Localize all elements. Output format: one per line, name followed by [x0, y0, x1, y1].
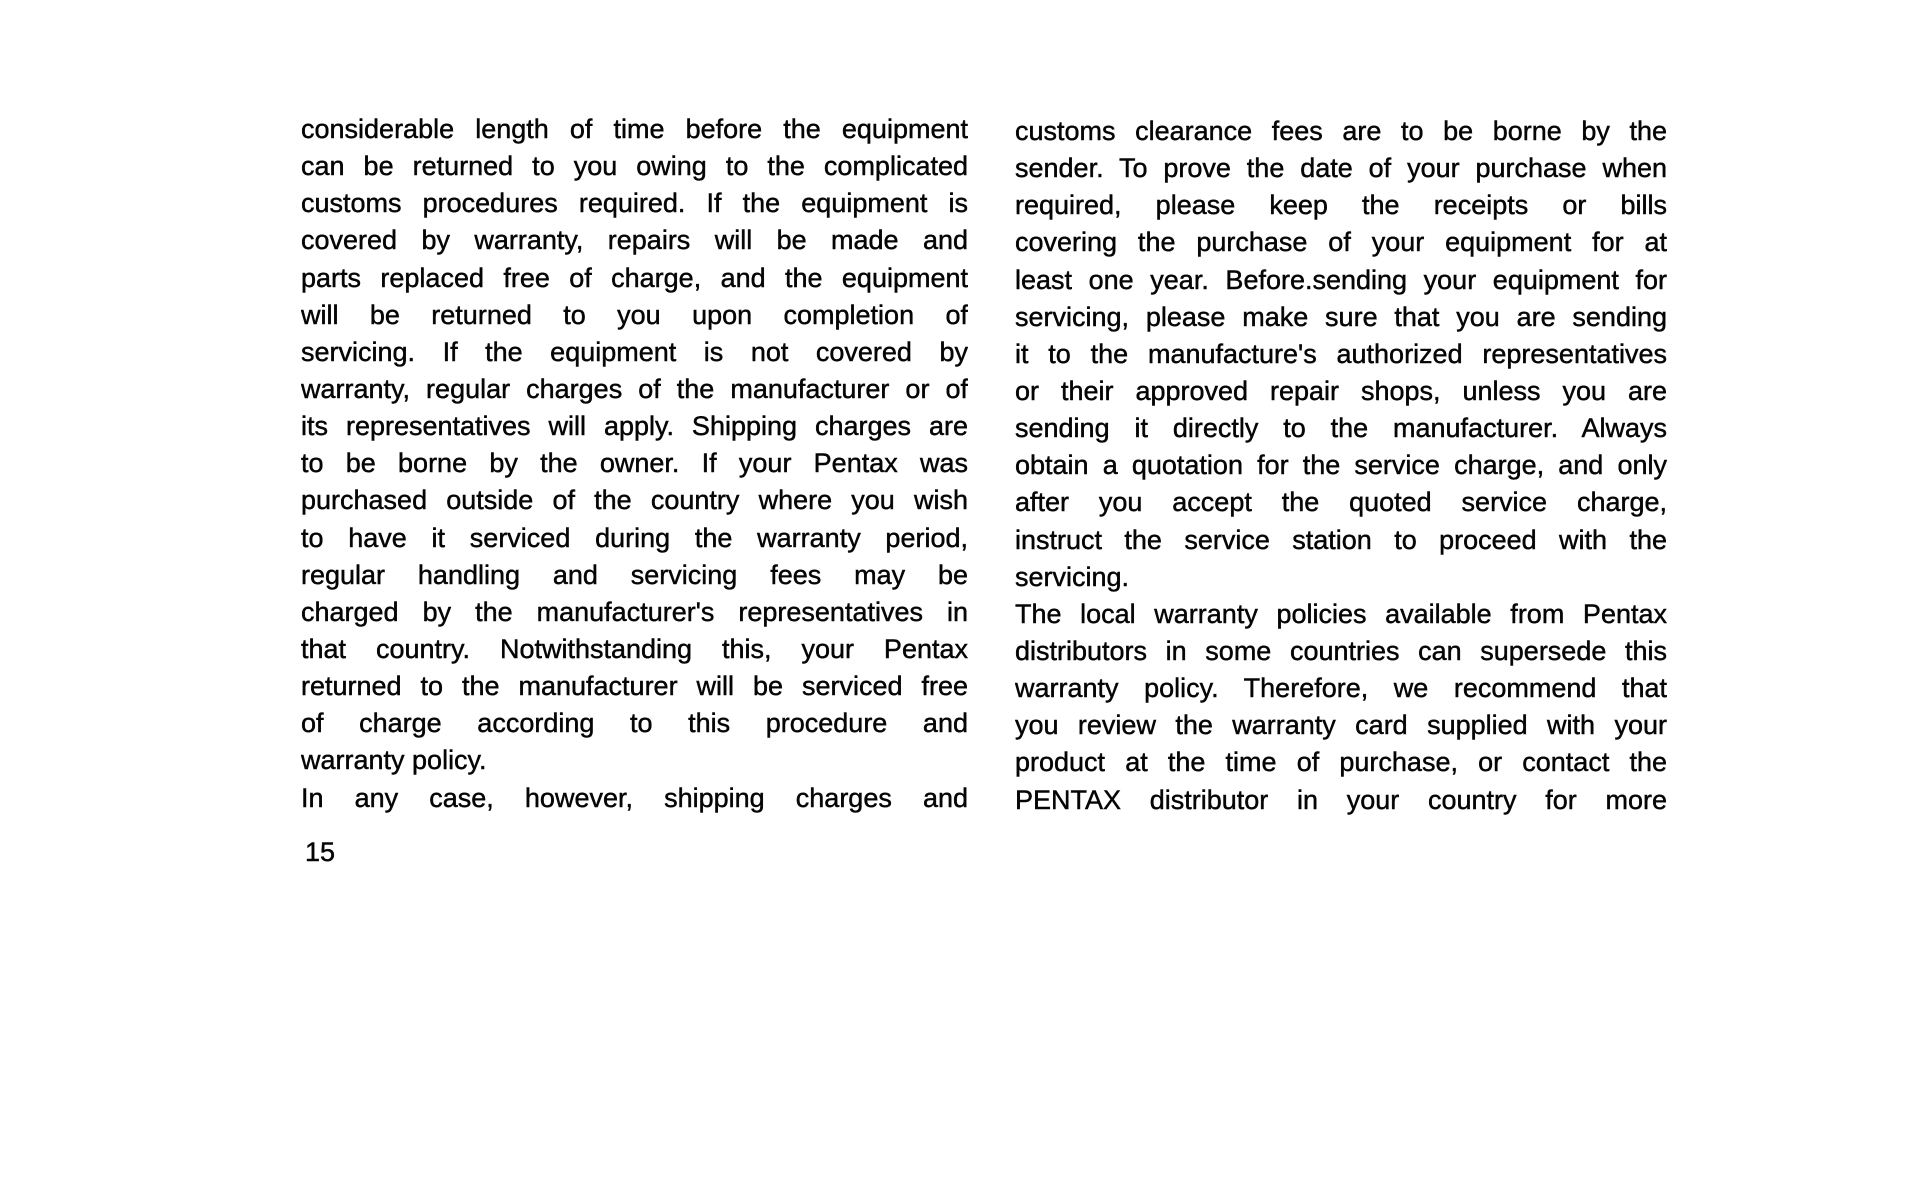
text-line: product at the time of purchase, or contact the [1015, 747, 1667, 778]
text-line: least one year. Before.sending your equipment for [1015, 264, 1667, 295]
text-line: charged by the manufacturer's representatives in [301, 596, 968, 627]
text-line: servicing. [1015, 561, 1130, 592]
text-line: customs procedures required. If the equipment is [301, 188, 968, 219]
text-column-right [1015, 113, 1667, 819]
text-line: that country. Notwithstanding this, your Pentax [301, 633, 968, 664]
text-line: customs clearance fees are to be borne by the [1015, 116, 1667, 146]
text-line: can be returned to you owing to the complicated [301, 151, 968, 182]
text-line: sending it directly to the manufacturer. Always [1015, 413, 1667, 444]
text-line: its representatives will apply. Shipping charges are [301, 411, 968, 442]
text-line: to be borne by the owner. If your Pentax was [301, 448, 968, 479]
text-line: sender. To prove the date of your purchase when [1015, 153, 1667, 184]
text-line: required, please keep the receipts or bills [1015, 190, 1667, 221]
text-line: parts replaced free of charge, and the equipment [301, 262, 968, 293]
text-line: obtain a quotation for the service charge, and only [1015, 450, 1667, 481]
text-line: or their approved repair shops, unless you are [1015, 375, 1667, 406]
text-line: In any case, however, shipping charges and [301, 782, 968, 813]
text-line: you review the warranty card supplied with your [1015, 710, 1667, 741]
text-line: servicing, please make sure that you are sending [1015, 301, 1667, 332]
text-line: PENTAX distributor in your country for more [1015, 784, 1667, 815]
text-line: covered by warranty, repairs will be made and [301, 225, 968, 256]
text-line: it to the manufacture's authorized representatives [1015, 338, 1667, 369]
text-line: returned to the manufacturer will be serviced free [301, 671, 968, 702]
text-line: regular handling and servicing fees may be [301, 559, 968, 590]
text-line: warranty, regular charges of the manufacturer or of [301, 373, 968, 404]
text-line: to have it serviced during the warranty period, [301, 522, 968, 553]
text-line: servicing. If the equipment is not covered by [301, 336, 968, 367]
text-column-left [301, 111, 968, 817]
text-line: warranty policy. [301, 745, 487, 776]
text-line: warranty policy. Therefore, we recommend that [1015, 673, 1667, 704]
text-line: after you accept the quoted service charge, [1015, 487, 1667, 518]
text-line: The local warranty policies available from Pentax [1015, 598, 1667, 629]
text-line: purchased outside of the country where you wish [301, 485, 968, 516]
text-line: will be returned to you upon completion of [301, 299, 968, 330]
page-number: 15 [305, 837, 336, 867]
text-line: distributors in some countries can supersede this [1015, 635, 1667, 666]
text-line: instruct the service station to proceed with the [1015, 524, 1667, 555]
text-line: covering the purchase of your equipment for at [1015, 227, 1667, 258]
text-line: considerable length of time before the equipment [301, 114, 968, 144]
text-line: of charge according to this procedure and [301, 708, 968, 739]
